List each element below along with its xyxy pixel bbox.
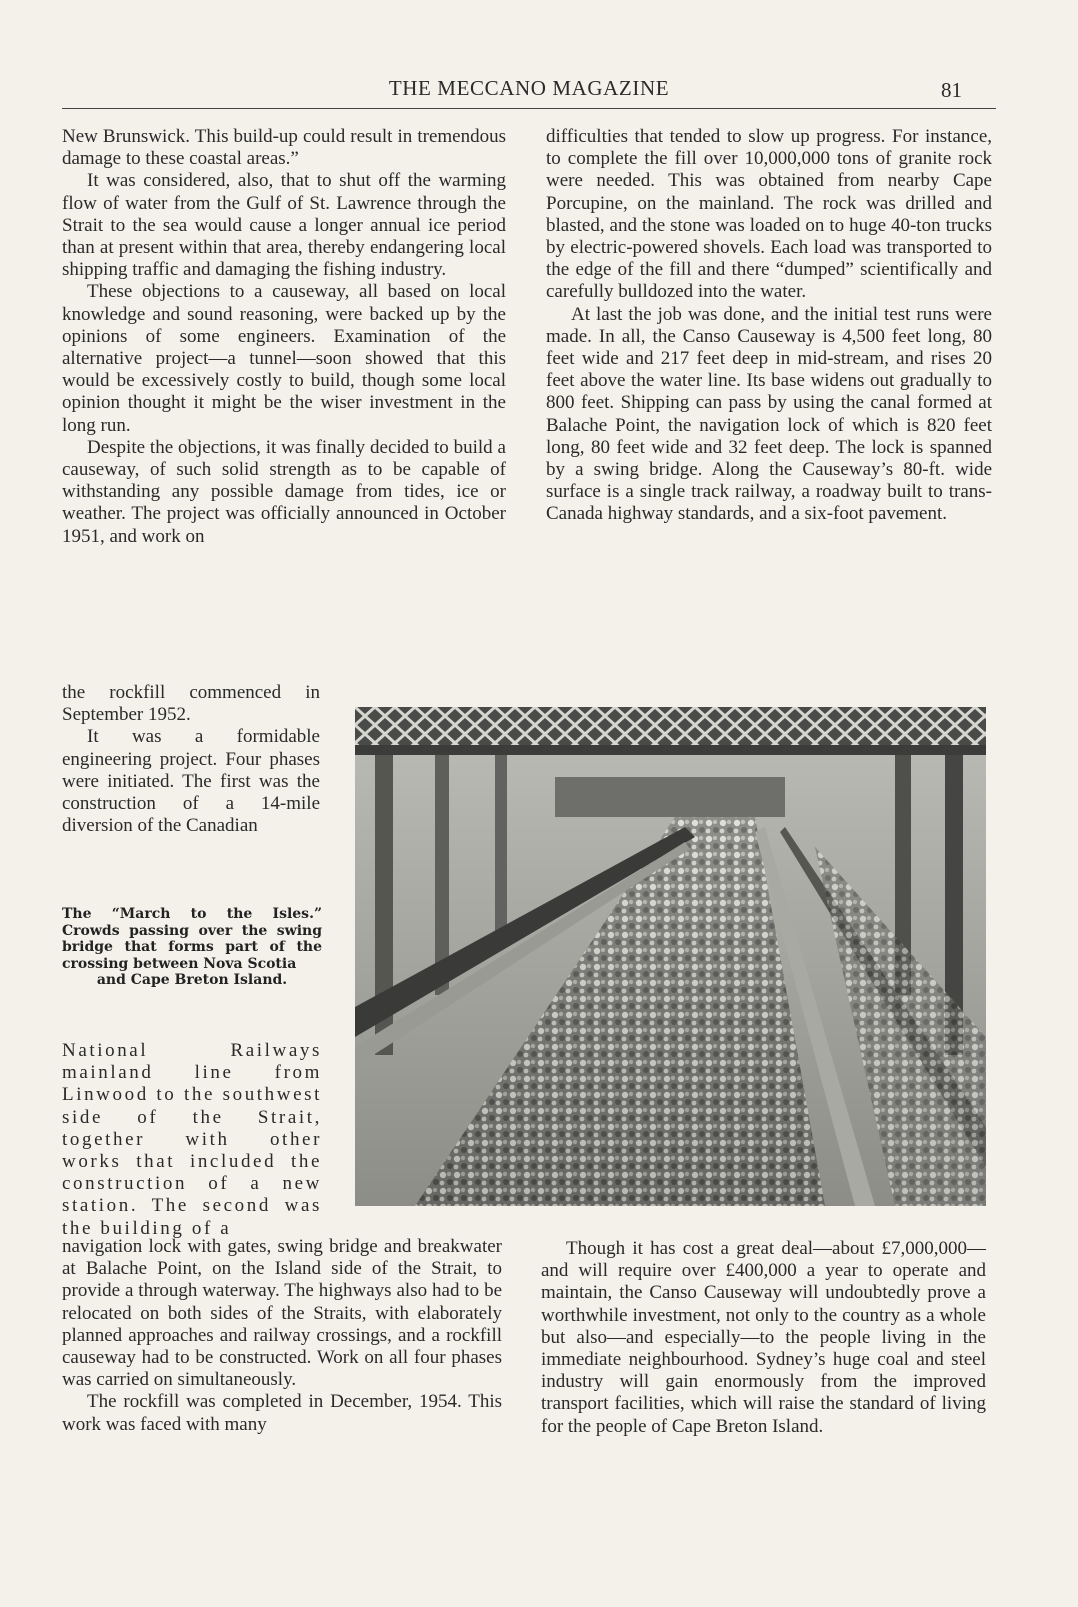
paragraph: navigation lock with gates, swing bridge and breakwater at Balache Point, on the Island side of the Strait, to provide a through waterway. The highways also had to be relocated on both sides of the Straits, with elaborately planned approaches and railway crossings, and a rockfill causeway had to be constructed. Work on all four phases was carried on simultaneously. — [62, 1236, 502, 1391]
paragraph: These objections to a causeway, all based on local knowledge and sound reasoning, were backed up by the opinions of some engineers. Examination of the alternative project—a tunnel—soon showed that this would be excessively costly to build, though some local opinion thought it might be the wiser investment in the long run. — [62, 281, 506, 436]
header-rule — [62, 108, 996, 109]
caption-text: The “March to the Isles.” Crowds passing over the swing bridge that forms part of the crossing between Nova Scotia — [62, 906, 322, 972]
top-truss — [355, 707, 986, 747]
left-column-mid — [62, 1040, 322, 1240]
paragraph: It was considered, also, that to shut off the warming flow of water from the Gulf of St. Lawrence through the Strait to the sea would cause a longer annual ice period than at present within that area, thereby endangering local shipping traffic and damaging the fishing industry. — [62, 170, 506, 281]
page-number: 81 — [941, 78, 962, 102]
paragraph: It was a formidable engineering project. Four phases were initiated. The first was the construction of a 14-mile diversion of the Canadian — [62, 726, 320, 837]
paragraph: National Railways mainland line from Linwood to the southwest side of the Strait, together with other works that included the construction of a new station. The second was the building of a — [62, 1040, 322, 1239]
right-column-bottom — [541, 1238, 986, 1438]
paragraph: New Brunswick. This build-up could result in tremendous damage to these coastal areas.” — [62, 126, 506, 170]
magazine-title: THE MECCANO MAGAZINE — [388, 76, 670, 100]
left-column-narrow — [62, 682, 320, 837]
paragraph: difficulties that tended to slow up progress. For instance, to complete the fill over 10,000,000 tons of granite rock were needed. This was obtained from nearby Cape Porcupine, on the mainland. The rock was drilled and blasted, and the stone was loaded on to huge 40-ton trucks by electric-powered shovels. Each load was transported to the edge of the fill and there “dumped” scientifically and carefully bulldozed into the water. — [546, 126, 992, 303]
caption-last-line: and Cape Breton Island. — [96, 972, 288, 988]
left-column-top — [62, 126, 506, 548]
paragraph: The rockfill was completed in December, 1954. This work was faced with many — [62, 1391, 502, 1435]
paragraph: Though it has cost a great deal—about £7,000,000—and will require over £400,000 a year to operate and maintain, the Canso Causeway will undoubtedly prove a worthwhile investment, not only to the country as a whole but also—and especially—to the people living in the immediate neighbourhood. Sydney’s huge coal and steel industry will gain enormously from the improved transport facilities, which will raise the standard of living for the people of Cape Breton Island. — [541, 1238, 986, 1437]
paragraph: At last the job was done, and the initial test runs were made. In all, the Canso Causeway is 4,500 feet long, 80 feet wide and 217 feet deep in mid-stream, and rises 20 feet above the water line. Its base widens out gradually to 800 feet. Shipping can pass by using the canal formed at Balache Point, the navigation lock of which is 820 feet long, 80 feet wide and 32 feet deep. The lock is spanned by a swing bridge. Along the Causeway’s 80-ft. wide surface is a single track railway, a roadway built to trans-Canada highway standards, and a six-foot pavement. — [546, 303, 992, 525]
running-header — [62, 76, 996, 106]
bridge-crowd-photo — [355, 707, 986, 1206]
paragraph: Despite the objections, it was finally decided to build a causeway, of such solid strength as to be capable of withstanding any possible damage from tides, ice or weather. The project was officially announced in October 1951, and work on — [62, 436, 506, 547]
photo-caption — [62, 906, 322, 989]
left-column-bottom — [62, 1236, 502, 1436]
right-column-top — [546, 126, 992, 526]
paragraph: the rockfill commenced in September 1952. — [62, 682, 320, 726]
